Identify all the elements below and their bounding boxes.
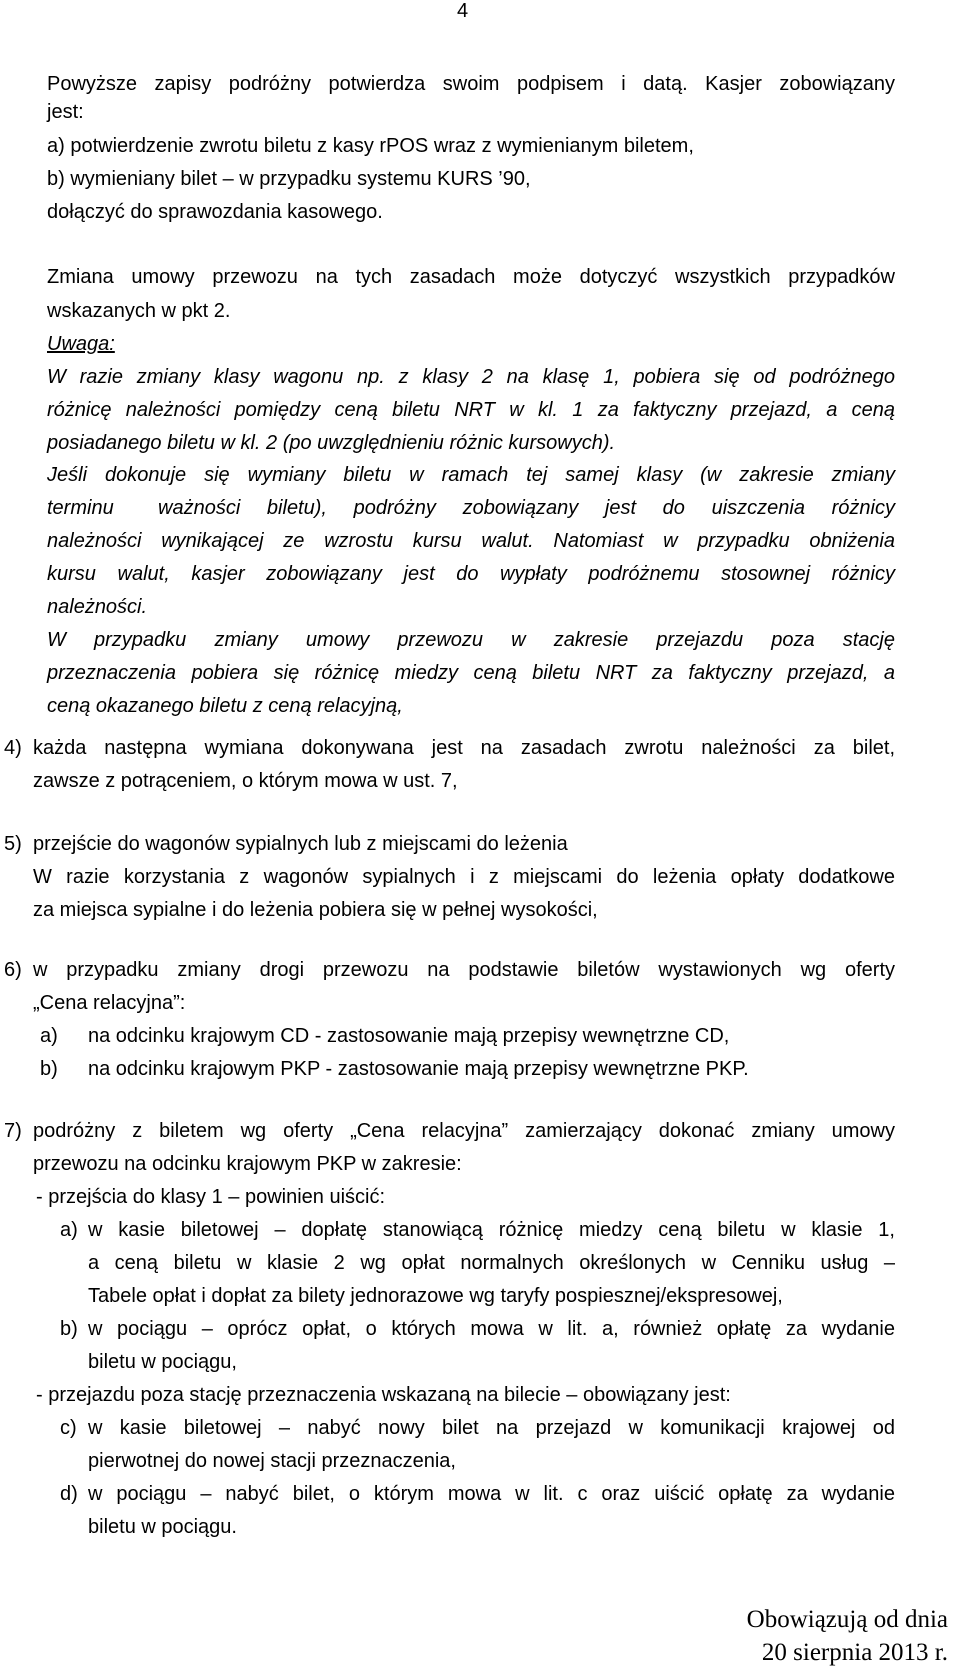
item-7c-label: c) [60,1417,77,1439]
item-4-label: 4) [4,737,22,759]
item-7a-label: a) [60,1219,78,1241]
note-line-2: różnicę należności pomiędzy ceną biletu NRT w kl. 1 za faktyczny przejazd, a ceną [47,399,895,421]
item-7a-line-3: Tabele opłat i dopłat za bilety jednorazowe wg taryfy pospiesznej/ekspresowej, [88,1285,783,1307]
item-7a-line-2: a ceną biletu w klasie 2 wg opłat normalnych określonych w Cenniku usług – [88,1252,895,1274]
item-6a-text: na odcinku krajowym CD - zastosowanie mają przepisy wewnętrzne CD, [88,1025,730,1047]
item-7-subhead-1: - przejścia do klasy 1 – powinien uiścić: [36,1186,386,1208]
item-7-line-2: przewozu na odcinku krajowym PKP w zakresie: [33,1153,462,1175]
item-5-line-3: za miejsca sypialne i do leżenia pobiera się w pełnej wysokości, [33,899,598,921]
footer-date: 20 sierpnia 2013 r. [761,1639,948,1666]
item-7a-line-1: w kasie biletowej – dopłatę stanowiącą różnicę miedzy ceną biletu w klasie 1, [88,1219,895,1241]
note-line-5b: ważności biletu), podróżny zobowiązany jest do uiszczenia różnicy [158,497,895,519]
note-line-9: W przypadku zmiany umowy przewozu w zakresie przejazdu poza stację [47,629,895,651]
item-6-line-1: w przypadku zmiany drogi przewozu na podstawie biletów wystawionych wg oferty [33,959,895,981]
intro-item-a: a) potwierdzenie zwrotu biletu z kasy rPOS wraz z wymienianym biletem, [47,135,694,157]
item-5-line-2: W razie korzystania z wagonów sypialnych i z miejscami do leżenia opłaty dodatkowe [33,866,895,888]
item-7-subhead-2: - przejazdu poza stację przeznaczenia wskazaną na bilecie – obowiązany jest: [36,1384,731,1406]
item-6a-label: a) [40,1025,58,1047]
change-line-2: wskazanych w pkt 2. [47,300,231,322]
note-line-10: przeznaczenia pobiera się różnicę miedzy ceną biletu NRT za faktyczny przejazd, a [47,662,895,684]
note-line-4: Jeśli dokonuje się wymiany biletu w ramach tej samej klasy (w zakresie zmiany [47,464,895,486]
item-6-label: 6) [4,959,22,981]
note-heading: Uwaga: [47,333,115,355]
change-line-1: Zmiana umowy przewozu na tych zasadach może dotyczyć wszystkich przypadków [47,266,895,288]
intro-line-1: Powyższe zapisy podróżny potwierdza swoim podpisem i datą. Kasjer zobowiązany [47,73,895,95]
intro-item-b: b) wymieniany bilet – w przypadku systemu KURS ’90, [47,168,531,190]
note-line-11: ceną okazanego biletu z ceną relacyjną, [47,695,403,717]
item-5-line-1: przejście do wagonów sypialnych lub z miejscami do leżenia [33,833,568,855]
page-number: 4 [457,0,469,22]
item-7c-line-1: w kasie biletowej – nabyć nowy bilet na przejazd w komunikacji krajowej od [88,1417,895,1439]
intro-line-5: dołączyć do sprawozdania kasowego. [47,201,383,223]
item-7b-line-2: biletu w pociągu, [88,1351,237,1373]
item-7d-line-1: w pociągu – nabyć bilet, o którym mowa w lit. c oraz uiścić opłatę za wydanie [88,1483,895,1505]
item-7b-line-1: w pociągu – oprócz opłat, o których mowa w lit. a, również opłatę za wydanie [88,1318,895,1340]
note-line-1: W razie zmiany klasy wagonu np. z klasy 2 na klasę 1, pobiera się od podróżnego [47,366,895,388]
item-4-line-1: każda następna wymiana dokonywana jest na zasadach zwrotu należności za bilet, [33,737,895,759]
note-line-8: należności. [47,596,148,618]
footer-valid-from: Obowiązują od dnia [746,1606,948,1633]
item-4-line-2: zawsze z potrąceniem, o którym mowa w ust. 7, [33,770,458,792]
item-7b-label: b) [60,1318,78,1340]
item-7-label: 7) [4,1120,22,1142]
note-line-3: posiadanego biletu w kl. 2 (po uwzględnieniu różnic kursowych). [47,432,616,454]
note-line-6: należności wynikającej ze wzrostu kursu walut. Natomiast w przypadku obniżenia [47,530,895,552]
intro-line-2: jest: [47,101,84,123]
item-7-line-1: podróżny z biletem wg oferty „Cena relacyjna” zamierzający dokonać zmiany umowy [33,1120,895,1142]
item-7d-label: d) [60,1483,78,1505]
item-7d-line-2: biletu w pociągu. [88,1516,237,1538]
item-7c-line-2: pierwotnej do nowej stacji przeznaczenia, [88,1450,456,1472]
note-line-7: kursu walut, kasjer zobowiązany jest do wypłaty podróżnemu stosownej różnicy [47,563,895,585]
note-line-5a: terminu [47,497,114,519]
item-6-line-2: „Cena relacyjna”: [33,992,186,1014]
item-5-label: 5) [4,833,22,855]
item-6b-label: b) [40,1058,58,1080]
item-6b-text: na odcinku krajowym PKP - zastosowanie mają przepisy wewnętrzne PKP. [88,1058,749,1080]
